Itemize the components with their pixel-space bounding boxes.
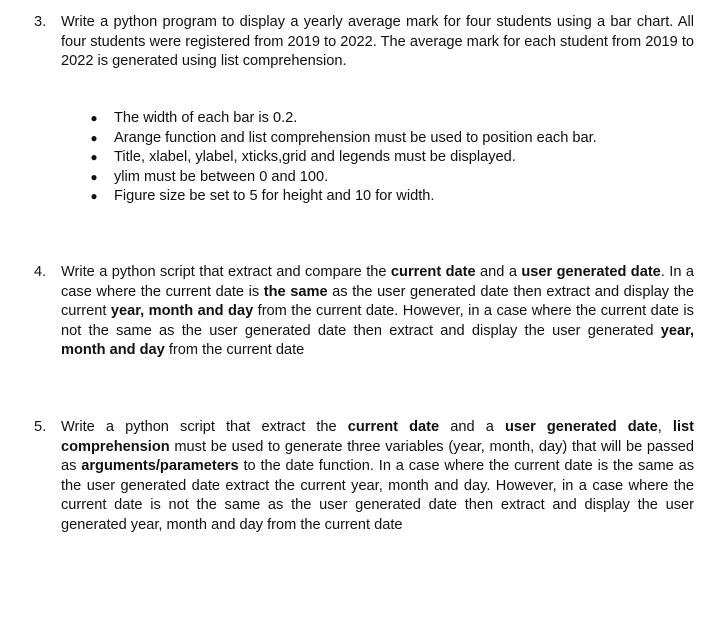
text-segment: from the current date	[164, 342, 305, 358]
text-segment: and a	[475, 264, 522, 280]
list-item: ● ylim must be between 0 and 100.	[88, 168, 694, 188]
bullet-icon: ●	[90, 189, 98, 203]
bold-text: year, month and day	[110, 303, 254, 319]
list-item: ● Arange function and list comprehension must be used to position each bar.	[88, 129, 694, 149]
text-segment: Write a python script that extract the	[61, 419, 348, 435]
bold-text: current date	[390, 264, 476, 280]
bullet-icon: ●	[90, 150, 98, 164]
bold-text: arguments/parameters	[81, 458, 239, 474]
bold-text: list comprehension	[61, 419, 695, 455]
text-segment: must be used to generate three variables (year, month, day) that will be passed as	[61, 438, 694, 474]
question-3	[34, 13, 694, 72]
bold-text: user generated date	[504, 419, 658, 435]
bullet-icon: ●	[90, 111, 98, 125]
bold-text: user generated date	[521, 264, 661, 280]
bold-text: the same	[263, 283, 328, 300]
bold-text: current date	[347, 419, 440, 435]
question-text	[61, 418, 694, 535]
question-number: 5.	[34, 419, 47, 435]
question-text	[61, 13, 694, 72]
text-segment: to the date function. In a case where the current date is the same as the user generated date extract the current year, month and day. However, in a case where the current date is not the same as the user generated date then extract and display the user generated year, month and day from the current date	[61, 458, 695, 533]
bold-text: year, month and day	[61, 322, 694, 358]
text-segment: . In a case where the current date is	[61, 264, 694, 300]
list-item: ● The width of each bar is 0.2.	[88, 109, 694, 129]
text-segment: Write a python program to display a yearly average mark for four students using a bar chart. All four students were registered from 2019 to 2022. The average mark for each student from 2019 to 2022 is generated using list comprehension.	[61, 14, 694, 69]
text-segment: ,	[657, 419, 673, 435]
question-number: 4.	[34, 264, 47, 280]
question-4	[34, 263, 694, 361]
bullet-icon: ●	[90, 130, 98, 145]
list-item: ● Figure size be set to 5 for height and 10 for width.	[88, 187, 694, 207]
text-segment: from the current date. However, in a case where the current date is not the same as the user generated date then extract and display the user generated	[61, 303, 694, 339]
list-item: ● Title, xlabel, ylabel, xticks,grid and legends must be displayed.	[88, 148, 694, 168]
bullet-icon: ●	[90, 169, 98, 184]
text-segment: as the user generated date then extract and display the current	[61, 283, 694, 319]
question-text	[61, 263, 694, 361]
text-segment: Write a python script that extract and compare the	[61, 264, 391, 280]
question-number: 3.	[34, 14, 47, 30]
question-5	[34, 418, 694, 535]
text-segment: and a	[439, 419, 505, 435]
requirements-list	[88, 109, 694, 207]
